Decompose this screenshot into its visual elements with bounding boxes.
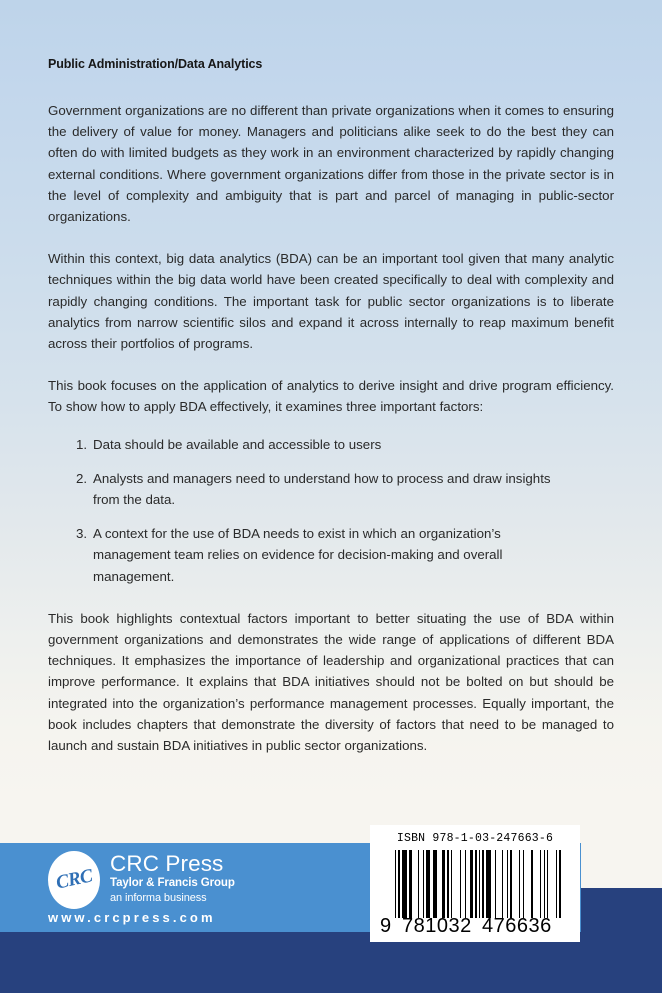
barcode-bar [460, 850, 461, 918]
barcode-bar [398, 850, 399, 918]
isbn-label: ISBN 978-1-03-247663-6 [396, 832, 554, 845]
barcode-bar [540, 850, 541, 918]
publisher-website[interactable]: www.crcpress.com [48, 910, 216, 925]
barcode-bar [479, 850, 480, 918]
publisher-wordmark [110, 851, 235, 906]
barcode-bar [470, 850, 473, 918]
ean-right-group: 476636 [482, 915, 552, 937]
paragraph-3: This book focuses on the application of analytics to derive insight and drive program efficiency. To show how to apply BDA effectively, it examines three important factors: [48, 378, 614, 415]
barcode-bar [423, 850, 424, 918]
barcode-bar [544, 850, 545, 918]
ean-first-digit: 9 [380, 915, 392, 937]
list-item-number: 3. [76, 526, 88, 542]
publisher-group: Taylor & Francis Group [110, 877, 235, 889]
navy-right-block [581, 888, 662, 993]
barcode-bars [395, 850, 561, 918]
list-item-label: Data should be available and accessible to users [93, 436, 382, 452]
list-item-number: 2. [76, 470, 88, 486]
publisher-logo [0, 843, 300, 933]
barcode-bar [447, 850, 448, 918]
barcode-bar [547, 850, 548, 918]
crc-roundel-icon [48, 851, 100, 909]
barcode-bar [502, 850, 503, 918]
isbn-barcode [370, 825, 580, 942]
list-item-number: 1. [76, 436, 88, 452]
list-item-label: Analysts and managers need to understand how to process and draw insights from the data. [93, 470, 551, 508]
barcode-bar [418, 850, 419, 918]
barcode-bar [495, 850, 496, 918]
barcode-bar [451, 850, 452, 918]
barcode-bar [442, 850, 445, 918]
crc-monogram: CRC [53, 865, 94, 894]
barcode-bar [559, 850, 560, 918]
barcode-bar [426, 850, 429, 918]
barcode-bar [402, 850, 407, 918]
barcode-bar [510, 850, 511, 918]
barcode-bar [482, 850, 483, 918]
list-item [48, 434, 553, 455]
barcode-bar [433, 850, 436, 918]
cover-text-column [48, 0, 614, 756]
barcode-bar [531, 850, 532, 918]
barcode-bar [523, 850, 524, 918]
barcode-bar [519, 850, 520, 918]
publisher-name: CRC Press [110, 851, 224, 876]
barcode-digits [370, 915, 580, 937]
barcode-bar [475, 850, 476, 918]
factors-list [48, 434, 614, 587]
barcode-bar [556, 850, 557, 918]
closing-paragraph: This book highlights contextual factors important to better situating the use of BDA within government organizations and demonstrates the wide range of applications of different BDA techniques. It emphasizes the importance of leadership and organizational practices that can improve performance. It explains that BDA initiatives should not be bolted on but should be integrated into the organization’s performance management processes. Equally important, the book includes chapters that demonstrate the diversity of factors that need to be managed to launch and sustain BDA initiatives in public sector organizations. [48, 610, 614, 754]
list-item-label: A context for the use of BDA needs to exist in which an organization’s management team relies on evidence for decision-making and overall management. [93, 526, 503, 584]
barcode-bar [486, 850, 491, 918]
list-item [48, 523, 553, 587]
barcode-bar [507, 850, 508, 918]
publisher-tagline: an informa business [110, 892, 207, 904]
ean-left-group: 781032 [402, 915, 472, 937]
list-item [48, 468, 553, 510]
paragraph-1: Government organizations are no different than private organizations when it comes to ensuring the delivery of value for money. Managers and politicians alike seek to do the best they can often do with limited budgets as they work in an environment characterized by rapidly changing external conditions. Where government organizations differ from those in the private sector is in the level of complexity and ambiguity that is part and parcel of managing in public-sector organizations. [48, 103, 614, 225]
barcode-bar [395, 850, 396, 918]
paragraph-2: Within this context, big data analytics (BDA) can be an important tool given that many analytic techniques within the big data world have been created specifically to deal with complexity and rapidly changing conditions. The important task for public sector organizations is to liberate analytics from narrow scientific silos and expand it across internally to reap maximum benefit across their portfolios of programs. [48, 251, 614, 352]
page-title: Public Administration/Data Analytics [48, 57, 263, 71]
barcode-bar [465, 850, 466, 918]
barcode-bar [409, 850, 412, 918]
